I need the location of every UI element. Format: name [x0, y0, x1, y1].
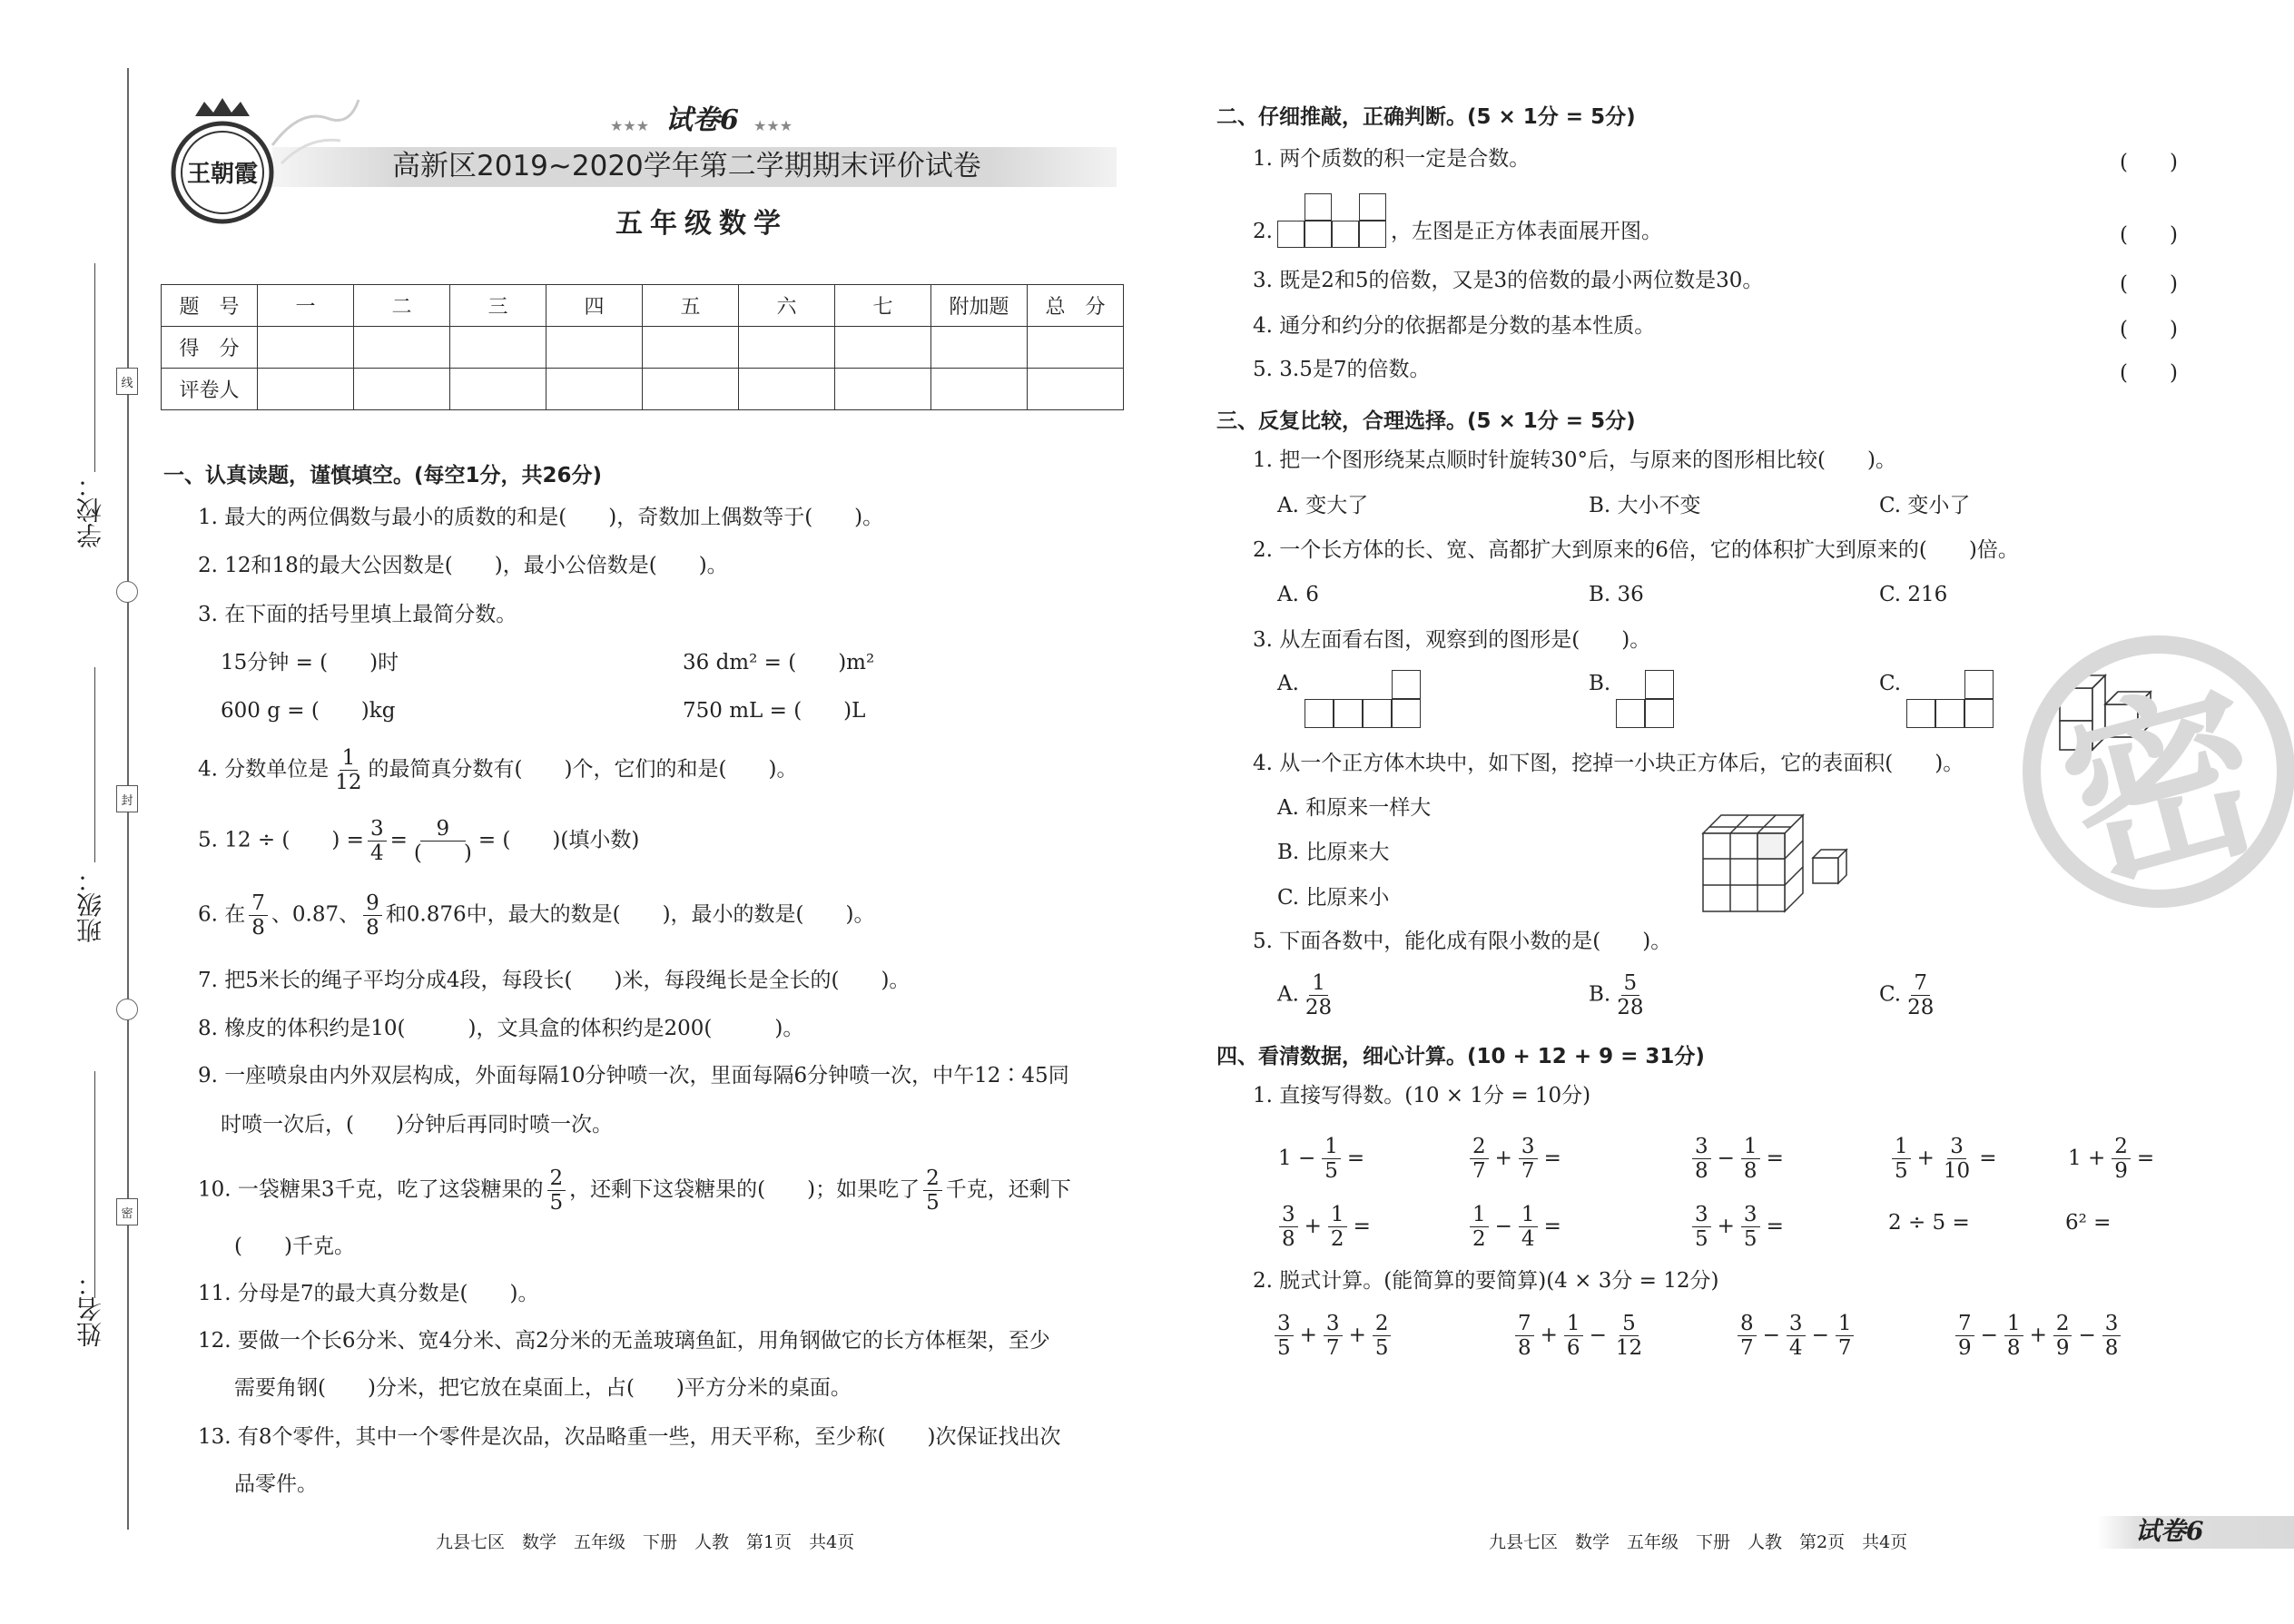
s2-question-1: 1. 两个质数的积一定是合数。 [1253, 147, 1531, 171]
calc2-item: $\frac{7}{8}$ + $\frac{1}{6}$ − $\frac{5}{12}$ [1511, 1312, 1649, 1360]
s4-sub1: 1. 直接写得数。(10 × 1分 = 10分) [1253, 1084, 1591, 1107]
score-input-cell[interactable] [546, 327, 643, 369]
score-cell: 附加题 [931, 285, 1028, 327]
q4-text-b: 的最简真分数有( )个，它们的和是( )。 [368, 757, 798, 782]
fraction: $\frac{9}{( )}$ [413, 817, 472, 865]
score-input-cell[interactable] [258, 327, 354, 369]
section3-heading: 三、反复比较，合理选择。(5 × 1分 = 5分) [1216, 409, 1636, 433]
calc-item: $\frac{3}{8}$ − $\frac{1}{8}$ = [1689, 1135, 1787, 1183]
s3-q1-option-a[interactable]: A. 变大了 [1277, 494, 1369, 517]
score-input-cell[interactable] [739, 327, 835, 369]
answer-paren[interactable]: ( ) [2120, 318, 2178, 341]
s1-question-1: 1. 最大的两位偶数与最小的质数的和是( )，奇数加上偶数等于( )。 [198, 506, 884, 529]
exam-title: 高新区2019~2020学年第二学期期末评价试卷 [392, 150, 981, 182]
section2-heading: 二、仔细推敲，正确判断。(5 × 1分 = 5分) [1216, 105, 1636, 129]
score-cell: 四 [546, 285, 643, 327]
score-table-grader-row [162, 369, 1124, 410]
fraction: $\frac{3}{7}$ [1519, 1135, 1538, 1183]
q4-text-a: 4. 分数单位是 [198, 757, 330, 782]
score-input-cell[interactable] [354, 327, 450, 369]
grader-input-cell[interactable] [931, 369, 1028, 410]
s2-question-5: 5. 3.5是7的倍数。 [1253, 358, 1431, 381]
logo-text: 王朝霞 [186, 161, 259, 188]
exam-subtitle: 五年级数学 [615, 208, 788, 240]
school-line [94, 263, 95, 472]
section1-heading: 一、认真读题，谨慎填空。(每空1分，共26分) [163, 464, 603, 487]
fraction: $\frac{5}{12}$ [1615, 1312, 1643, 1360]
s3-q3-option-b[interactable]: B. [1589, 672, 1611, 695]
score-input-cell[interactable] [643, 327, 739, 369]
s3-q1-option-c[interactable]: C. 变小了 [1879, 494, 1971, 517]
calc-item: 1 − $\frac{1}{5}$ = [1278, 1135, 1365, 1183]
s4-sub2: 2. 脱式计算。(能简算的要简算)(4 × 3分 = 12分) [1253, 1269, 1719, 1293]
calc-item: $\frac{3}{5}$ + $\frac{3}{5}$ = [1689, 1203, 1787, 1251]
fraction: $\frac{3}{10}$ [1943, 1135, 1971, 1183]
s2-question-2-num: 2. [1253, 220, 1273, 243]
s1-question-5: 5. 12 ÷ ( ) = $\frac{3}{4}$ = $\frac{9}{( )}$ = ( )(填小数) [198, 817, 640, 865]
calc2-item: $\frac{3}{5}$ + $\frac{3}{7}$ + $\frac{2}{5}$ [1271, 1312, 1394, 1360]
grader-input-cell[interactable] [1028, 369, 1124, 410]
fraction: $\frac{2}{5}$ [547, 1166, 566, 1215]
s3-q2-option-b[interactable]: B. 36 [1589, 583, 1644, 606]
footer-left: 九县七区 数学 五年级 下册 人教 第1页 共4页 [436, 1532, 855, 1552]
s1-question-3d: 750 mL = ( )L [683, 699, 866, 723]
score-table-score-row [162, 327, 1124, 369]
cube-net-figure [1277, 193, 1388, 250]
score-cell: 一 [258, 285, 354, 327]
s3-q3-option-a[interactable]: A. [1277, 672, 1299, 695]
calc-item: 1 + $\frac{2}{9}$ = [2068, 1135, 2155, 1183]
fraction: $\frac{2}{9}$ [2053, 1312, 2072, 1360]
fraction: $\frac{8}{7}$ [1738, 1312, 1757, 1360]
seal-dot-icon [116, 581, 138, 603]
score-cell: 六 [739, 285, 835, 327]
grader-input-cell[interactable] [258, 369, 354, 410]
s1-question-4 [198, 746, 797, 794]
calc-item: $\frac{1}{5}$ + $\frac{3}{10}$ = [1888, 1135, 1999, 1183]
s3-question-3: 3. 从左面看右图，观察到的图形是( )。 [1253, 628, 1651, 652]
s1-question-9b: 时喷一次后，( )分钟后再同时喷一次。 [221, 1113, 613, 1137]
fraction: $\frac{1}{2}$ [1328, 1203, 1347, 1251]
s1-question-10: 10. 一袋糖果3千克，吃了这袋糖果的 $\frac{2}{5}$ ，还剩下这袋糖果的( )；如果吃了 $\frac{2}{5}$ 千克，还剩下 [198, 1166, 1071, 1215]
calc2-item: $\frac{8}{7}$ − $\frac{3}{4}$ − $\frac{1}{7}$ [1734, 1312, 1857, 1360]
fraction: $\frac{3}{7}$ [1324, 1312, 1343, 1360]
cut-cube-figure [1698, 806, 1852, 915]
fraction: $\frac{2}{5}$ [1373, 1312, 1392, 1360]
calc-item: $\frac{2}{7}$ + $\frac{3}{7}$ = [1466, 1135, 1564, 1183]
s3-q5-option-b[interactable]: B. $\frac{5}{28}$ [1589, 971, 1650, 1019]
fraction: $\frac{1}{5}$ [1892, 1135, 1911, 1183]
grader-input-cell[interactable] [546, 369, 643, 410]
fraction: $\frac{3}{4}$ [368, 817, 387, 865]
fraction: $\frac{7}{8}$ [1515, 1312, 1534, 1360]
class-line [94, 667, 95, 862]
grader-row-label: 评卷人 [162, 369, 258, 410]
score-cell: 五 [643, 285, 739, 327]
fraction: $\frac{7}{8}$ [249, 891, 268, 940]
seal-mark-mi: 密 [116, 1198, 138, 1225]
grader-input-cell[interactable] [450, 369, 546, 410]
s1-question-7: 7. 把5米长的绳子平均分成4段，每段长( )米，每段绳长是全长的( )。 [198, 969, 911, 992]
class-label: 班级： [75, 867, 105, 943]
answer-paren[interactable]: ( ) [2120, 151, 2178, 174]
view-option-c-figure [1906, 670, 1997, 730]
seal-mark-xian: 线 [116, 368, 138, 395]
paper-label: 试卷6 [665, 104, 739, 136]
fraction: $\frac{1}{8}$ [1741, 1135, 1760, 1183]
fraction: $\frac{7}{9}$ [1955, 1312, 1974, 1360]
calc2-item: $\frac{7}{9}$ − $\frac{1}{8}$ + $\frac{2}{9}$ − $\frac{3}{8}$ [1952, 1312, 2124, 1360]
s2-question-3: 3. 既是2和5的倍数，又是3的倍数的最小两位数是30。 [1253, 269, 1764, 292]
fraction: $\frac{2}{9}$ [2112, 1135, 2131, 1183]
s3-question-5: 5. 下面各数中，能化成有限小数的是( )。 [1253, 930, 1672, 953]
footer-right: 九县七区 数学 五年级 下册 人教 第2页 共4页 [1489, 1532, 1908, 1552]
s3-q5-option-a[interactable]: A. $\frac{1}{28}$ [1277, 971, 1338, 1019]
s3-question-1: 1. 把一个图形绕某点顺时针旋转30°后，与原来的图形相比较( )。 [1253, 448, 1896, 472]
name-line [94, 1071, 95, 1298]
seal-watermark [2023, 635, 2294, 920]
calc-item: $\frac{3}{8}$ + $\frac{1}{2}$ = [1275, 1203, 1373, 1251]
s2-question-4: 4. 通分和约分的依据都是分数的基本性质。 [1253, 314, 1656, 338]
s3-q2-option-c[interactable]: C. 216 [1879, 583, 1948, 606]
logo-emblem-icon [168, 91, 277, 225]
view-option-b-figure [1616, 670, 1678, 730]
fraction: $\frac{3}{8}$ [1692, 1135, 1711, 1183]
s3-q4-option-a[interactable]: A. 和原来一样大 [1277, 796, 1432, 820]
grader-input-cell[interactable] [643, 369, 739, 410]
score-cell: 题 号 [162, 285, 258, 327]
score-cell: 总 分 [1028, 285, 1124, 327]
seal-mark-feng: 封 [116, 785, 138, 812]
seal-dot-icon [116, 999, 138, 1020]
fraction: $\frac{3}{4}$ [1787, 1312, 1806, 1360]
name-label: 姓名： [75, 1271, 105, 1347]
fraction: $\frac{1}{7}$ [1836, 1312, 1855, 1360]
s1-question-6: 6. 在 $\frac{7}{8}$ 、0.87、 $\frac{9}{8}$ 和0.876中，最大的数是( )，最小的数是( )。 [198, 891, 875, 940]
stars-left: ★★★ [610, 117, 650, 134]
stars-right: ★★★ [753, 117, 793, 134]
s3-q4-option-c[interactable]: C. 比原来小 [1277, 886, 1390, 910]
s3-q4-option-b[interactable]: B. 比原来大 [1277, 841, 1390, 864]
score-input-cell[interactable] [450, 327, 546, 369]
answer-paren[interactable]: ( ) [2120, 272, 2178, 296]
score-cell: 三 [450, 285, 546, 327]
section4-heading: 四、看清数据，细心计算。(10 + 12 + 9 = 31分) [1216, 1045, 1705, 1068]
score-input-cell[interactable] [1028, 327, 1124, 369]
fraction: $\frac{2}{7}$ [1470, 1135, 1489, 1183]
s1-question-12b: 需要角钢( )分米，把它放在桌面上，占( )平方分米的桌面。 [234, 1376, 852, 1400]
s1-question-3c: 600 g = ( )kg [221, 699, 396, 723]
seal-watermark-text: 密 [2042, 655, 2284, 920]
score-input-cell[interactable] [931, 327, 1028, 369]
fraction: $\frac{5}{28}$ [1617, 971, 1644, 1019]
grader-input-cell[interactable] [835, 369, 931, 410]
s3-q3-option-c[interactable]: C. [1879, 672, 1902, 695]
fraction: $\frac{3}{5}$ [1275, 1312, 1294, 1360]
fraction: $\frac{3}{5}$ [1692, 1203, 1711, 1251]
answer-paren[interactable]: ( ) [2120, 361, 2178, 385]
score-input-cell[interactable] [835, 327, 931, 369]
s1-question-10d: ( )千克。 [234, 1235, 355, 1258]
s3-question-4: 4. 从一个正方体木块中，如下图，挖掉一小块正方体后，它的表面积( )。 [1253, 752, 1964, 775]
score-table-header-row [162, 285, 1124, 327]
fraction: $\frac{1}{6}$ [1564, 1312, 1583, 1360]
s1-question-3a: 15分钟 = ( )时 [221, 651, 399, 674]
fraction: $\frac{2}{5}$ [923, 1166, 942, 1215]
fraction: $\frac{3}{8}$ [1279, 1203, 1298, 1251]
s3-q2-option-a[interactable]: A. 6 [1277, 583, 1319, 606]
s1-question-12a: 12. 要做一个长6分米、宽4分米、高2分米的无盖玻璃鱼缸，用角钢做它的长方体框架，至少 [198, 1329, 1050, 1353]
s1-question-3b: 36 dm² = ( )m² [683, 651, 875, 674]
s3-q1-option-b[interactable]: B. 大小不变 [1589, 494, 1701, 517]
calc-item: $\frac{1}{2}$ − $\frac{1}{4}$ = [1466, 1203, 1564, 1251]
s3-q5-option-c[interactable]: C. $\frac{7}{28}$ [1879, 971, 1940, 1019]
ribbon-decoration-icon [263, 91, 363, 182]
s1-question-3: 3. 在下面的括号里填上最简分数。 [198, 603, 517, 626]
view-option-a-figure [1305, 670, 1424, 730]
school-label: 学校： [75, 472, 105, 548]
answer-paren[interactable]: ( ) [2120, 223, 2178, 247]
fraction: $\frac{3}{5}$ [1741, 1203, 1760, 1251]
grader-input-cell[interactable] [354, 369, 450, 410]
s1-question-11: 11. 分母是7的最大真分数是( )。 [198, 1282, 539, 1305]
fraction: $\frac{9}{8}$ [363, 891, 382, 940]
footer-tag: 试卷6 [2135, 1516, 2204, 1546]
s1-question-13b: 品零件。 [234, 1472, 318, 1496]
fraction: $\frac{3}{8}$ [2102, 1312, 2122, 1360]
s1-question-8: 8. 橡皮的体积约是10( )，文具盒的体积约是200( )。 [198, 1017, 804, 1040]
grader-input-cell[interactable] [739, 369, 835, 410]
s1-question-2: 2. 12和18的最大公因数是( )，最小公倍数是( )。 [198, 554, 728, 577]
s2-question-2: ，左图是正方体表面展开图。 [1391, 220, 1662, 243]
fraction: $\frac{1}{2}$ [1470, 1203, 1489, 1251]
fraction: $\frac{7}{28}$ [1907, 971, 1935, 1019]
score-cell: 七 [835, 285, 931, 327]
s1-question-9a: 9. 一座喷泉由内外双层构成，外面每隔10分钟喷一次，里面每隔6分钟喷一次，中午12∶45同 [198, 1064, 1069, 1088]
calc-plain-2: 6² = [2065, 1211, 2112, 1235]
s1-question-13a: 13. 有8个零件，其中一个零件是次品，次品略重一些，用天平称，至少称( )次保证找出次 [198, 1425, 1061, 1449]
s3-question-2: 2. 一个长方体的长、宽、高都扩大到原来的6倍，它的体积扩大到原来的( )倍。 [1253, 538, 2019, 562]
fraction: $\frac{1}{4}$ [1519, 1203, 1538, 1251]
score-cell: 二 [354, 285, 450, 327]
calc-plain-1: 2 ÷ 5 = [1888, 1211, 1970, 1235]
score-table [161, 284, 1124, 410]
fraction: $\frac{1}{5}$ [1322, 1135, 1341, 1183]
fraction: $\frac{1}{12}$ [335, 746, 362, 794]
fraction: $\frac{1}{28}$ [1305, 971, 1333, 1019]
score-row-label: 得 分 [162, 327, 258, 369]
fraction: $\frac{1}{8}$ [2004, 1312, 2023, 1360]
